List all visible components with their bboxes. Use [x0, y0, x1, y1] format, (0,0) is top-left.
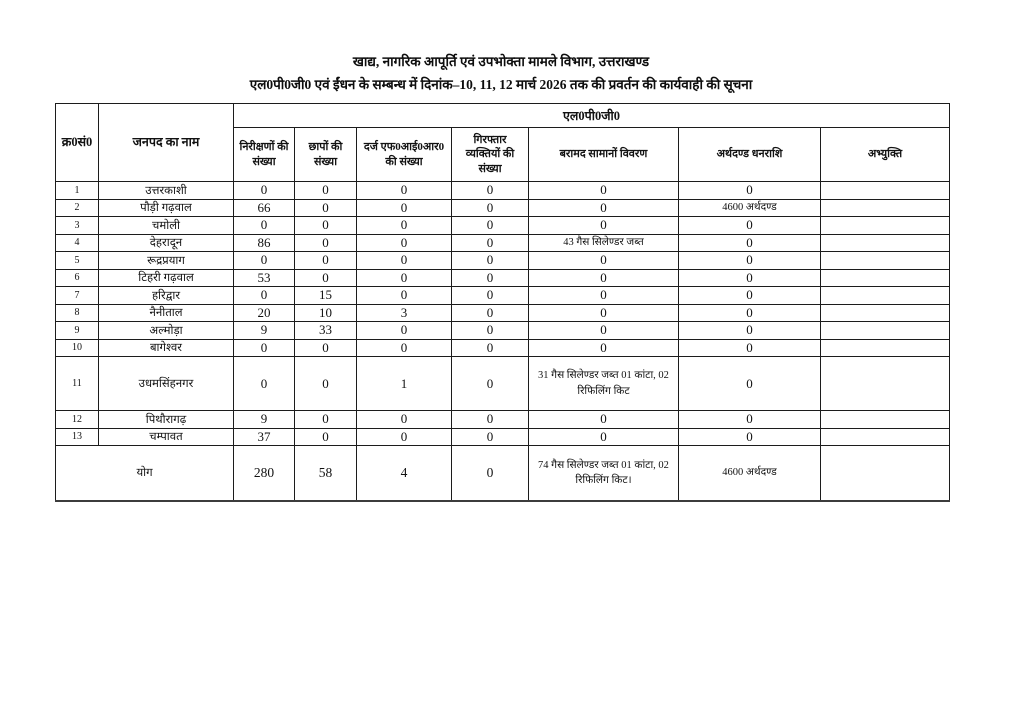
cell-district: रूद्रप्रयाग: [99, 252, 234, 270]
cell-sno: 13: [56, 428, 99, 446]
cell-recovered: 0: [529, 252, 679, 270]
cell-district: नैनीताल: [99, 304, 234, 322]
cell-firs: 0: [357, 199, 452, 217]
cell-remarks: [821, 357, 950, 411]
cell-recovered: 0: [529, 217, 679, 235]
cell-firs: 0: [357, 411, 452, 429]
cell-district: उधमसिंहनगर: [99, 357, 234, 411]
cell-inspections: 9: [234, 411, 295, 429]
cell-recovered: 0: [529, 199, 679, 217]
cell-raids: 0: [295, 269, 357, 287]
cell-inspections: 0: [234, 217, 295, 235]
cell-raids: 15: [295, 287, 357, 305]
cell-firs: 0: [357, 428, 452, 446]
table-row: [56, 269, 950, 287]
lpg-enforcement-table: [55, 103, 950, 502]
cell-sno: 11: [56, 357, 99, 411]
cell-sno: 10: [56, 339, 99, 357]
cell-district: अल्मोड़ा: [99, 322, 234, 340]
cell-inspections: 0: [234, 339, 295, 357]
cell-fine: 0: [679, 339, 821, 357]
cell-remarks: [821, 304, 950, 322]
table-row: [56, 322, 950, 340]
cell-arrests: 0: [452, 182, 529, 200]
header-district: जनपद का नाम: [99, 104, 234, 182]
cell-total-firs: 4: [357, 446, 452, 501]
cell-inspections: 53: [234, 269, 295, 287]
cell-firs: 0: [357, 252, 452, 270]
table-row: [56, 304, 950, 322]
table-row: [56, 357, 950, 411]
cell-firs: 0: [357, 322, 452, 340]
cell-district: उत्तरकाशी: [99, 182, 234, 200]
header-firs: दर्ज एफ0आई0आर0 की संख्या: [357, 128, 452, 182]
cell-firs: 3: [357, 304, 452, 322]
cell-sno: 9: [56, 322, 99, 340]
cell-recovered: 0: [529, 304, 679, 322]
cell-raids: 0: [295, 339, 357, 357]
cell-fine: 0: [679, 287, 821, 305]
cell-arrests: 0: [452, 217, 529, 235]
cell-arrests: 0: [452, 428, 529, 446]
cell-remarks: [821, 217, 950, 235]
title-line-2: एल0पी0जी0 एवं ईंधन के सम्बन्ध में दिनांक–10, 11, 12 मार्च 2026 तक की प्रवर्तन की कार्यवाही की सूचना: [249, 77, 753, 92]
cell-raids: 0: [295, 199, 357, 217]
cell-fine: 0: [679, 217, 821, 235]
cell-raids: 0: [295, 234, 357, 252]
table-body: [56, 182, 950, 446]
header-lpg-group: एल0पी0जी0: [234, 104, 950, 128]
cell-fine: 0: [679, 322, 821, 340]
document-title: [0, 50, 1002, 96]
cell-firs: 0: [357, 234, 452, 252]
cell-remarks: [821, 339, 950, 357]
cell-arrests: 0: [452, 339, 529, 357]
header-sno: क्र0सं0: [56, 104, 99, 182]
cell-district: टिहरी गढ़वाल: [99, 269, 234, 287]
cell-firs: 0: [357, 182, 452, 200]
cell-inspections: 66: [234, 199, 295, 217]
cell-sno: 12: [56, 411, 99, 429]
table-row: [56, 217, 950, 235]
cell-recovered: 0: [529, 322, 679, 340]
cell-raids: 0: [295, 357, 357, 411]
cell-remarks: [821, 287, 950, 305]
cell-fine: 0: [679, 182, 821, 200]
cell-total-fine: 4600 अर्थदण्ड: [679, 446, 821, 501]
table-row: [56, 252, 950, 270]
cell-district: पौड़ी गढ़वाल: [99, 199, 234, 217]
cell-remarks: [821, 199, 950, 217]
cell-raids: 0: [295, 182, 357, 200]
cell-remarks: [821, 428, 950, 446]
cell-sno: 6: [56, 269, 99, 287]
table-row: [56, 428, 950, 446]
cell-inspections: 37: [234, 428, 295, 446]
cell-sno: 3: [56, 217, 99, 235]
table-row: [56, 199, 950, 217]
cell-district: देहरादून: [99, 234, 234, 252]
cell-recovered: 43 गैस सिलेण्डर जब्त: [529, 234, 679, 252]
cell-recovered: 31 गैस सिलेण्डर जब्त 01 कांटा, 02 रिफिलिंग किट: [529, 357, 679, 411]
cell-fine: 0: [679, 234, 821, 252]
cell-inspections: 0: [234, 357, 295, 411]
cell-remarks: [821, 322, 950, 340]
cell-inspections: 0: [234, 252, 295, 270]
header-inspections: निरीक्षणों की संख्या: [234, 128, 295, 182]
cell-recovered: 0: [529, 339, 679, 357]
cell-arrests: 0: [452, 411, 529, 429]
cell-total-label: योग: [56, 446, 234, 501]
cell-district: बागेश्वर: [99, 339, 234, 357]
cell-recovered: 0: [529, 269, 679, 287]
total-row: [56, 446, 950, 501]
table-row: [56, 339, 950, 357]
cell-fine: 0: [679, 357, 821, 411]
table-row: [56, 234, 950, 252]
cell-inspections: 20: [234, 304, 295, 322]
cell-arrests: 0: [452, 269, 529, 287]
cell-fine: 0: [679, 428, 821, 446]
group-header-row: [56, 104, 950, 128]
table-row: [56, 182, 950, 200]
cell-district: हरिद्वार: [99, 287, 234, 305]
cell-firs: 0: [357, 269, 452, 287]
header-raids: छापों की संख्या: [295, 128, 357, 182]
cell-fine: 4600 अर्थदण्ड: [679, 199, 821, 217]
cell-fine: 0: [679, 411, 821, 429]
cell-total-inspections: 280: [234, 446, 295, 501]
cell-firs: 0: [357, 287, 452, 305]
cell-remarks: [821, 269, 950, 287]
cell-firs: 0: [357, 339, 452, 357]
cell-arrests: 0: [452, 234, 529, 252]
cell-fine: 0: [679, 304, 821, 322]
cell-arrests: 0: [452, 322, 529, 340]
cell-fine: 0: [679, 269, 821, 287]
cell-raids: 10: [295, 304, 357, 322]
cell-firs: 1: [357, 357, 452, 411]
title-line-1: खाद्य, नागरिक आपूर्ति एवं उपभोक्ता मामले विभाग, उत्तराखण्ड: [352, 54, 650, 69]
cell-arrests: 0: [452, 287, 529, 305]
cell-recovered: 0: [529, 182, 679, 200]
cell-total-recovered: 74 गैस सिलेण्डर जब्त 01 कांटा, 02 रिफिलिंग किट।: [529, 446, 679, 501]
cell-inspections: 0: [234, 182, 295, 200]
cell-sno: 2: [56, 199, 99, 217]
cell-raids: 0: [295, 252, 357, 270]
cell-raids: 0: [295, 411, 357, 429]
cell-recovered: 0: [529, 287, 679, 305]
cell-arrests: 0: [452, 199, 529, 217]
cell-recovered: 0: [529, 428, 679, 446]
cell-recovered: 0: [529, 411, 679, 429]
cell-sno: 5: [56, 252, 99, 270]
header-remarks: अभ्युक्ति: [821, 128, 950, 182]
cell-inspections: 86: [234, 234, 295, 252]
cell-firs: 0: [357, 217, 452, 235]
table-row: [56, 287, 950, 305]
cell-remarks: [821, 182, 950, 200]
cell-arrests: 0: [452, 252, 529, 270]
cell-inspections: 9: [234, 322, 295, 340]
cell-sno: 7: [56, 287, 99, 305]
cell-sno: 4: [56, 234, 99, 252]
cell-arrests: 0: [452, 304, 529, 322]
cell-total-arrests: 0: [452, 446, 529, 501]
cell-raids: 33: [295, 322, 357, 340]
cell-remarks: [821, 252, 950, 270]
cell-sno: 1: [56, 182, 99, 200]
cell-remarks: [821, 411, 950, 429]
cell-district: पिथौरागढ़: [99, 411, 234, 429]
table-row: [56, 411, 950, 429]
cell-district: चमोली: [99, 217, 234, 235]
header-fine-amount: अर्थदण्ड धनराशि: [679, 128, 821, 182]
cell-raids: 0: [295, 217, 357, 235]
cell-arrests: 0: [452, 357, 529, 411]
cell-sno: 8: [56, 304, 99, 322]
cell-district: चम्पावत: [99, 428, 234, 446]
header-recovered-goods: बरामद सामानों विवरण: [529, 128, 679, 182]
cell-remarks: [821, 234, 950, 252]
cell-inspections: 0: [234, 287, 295, 305]
cell-raids: 0: [295, 428, 357, 446]
cell-total-raids: 58: [295, 446, 357, 501]
header-arrests: गिरफ्तार व्यक्तियों की संख्या: [452, 128, 529, 182]
cell-fine: 0: [679, 252, 821, 270]
cell-total-remarks: [821, 446, 950, 501]
